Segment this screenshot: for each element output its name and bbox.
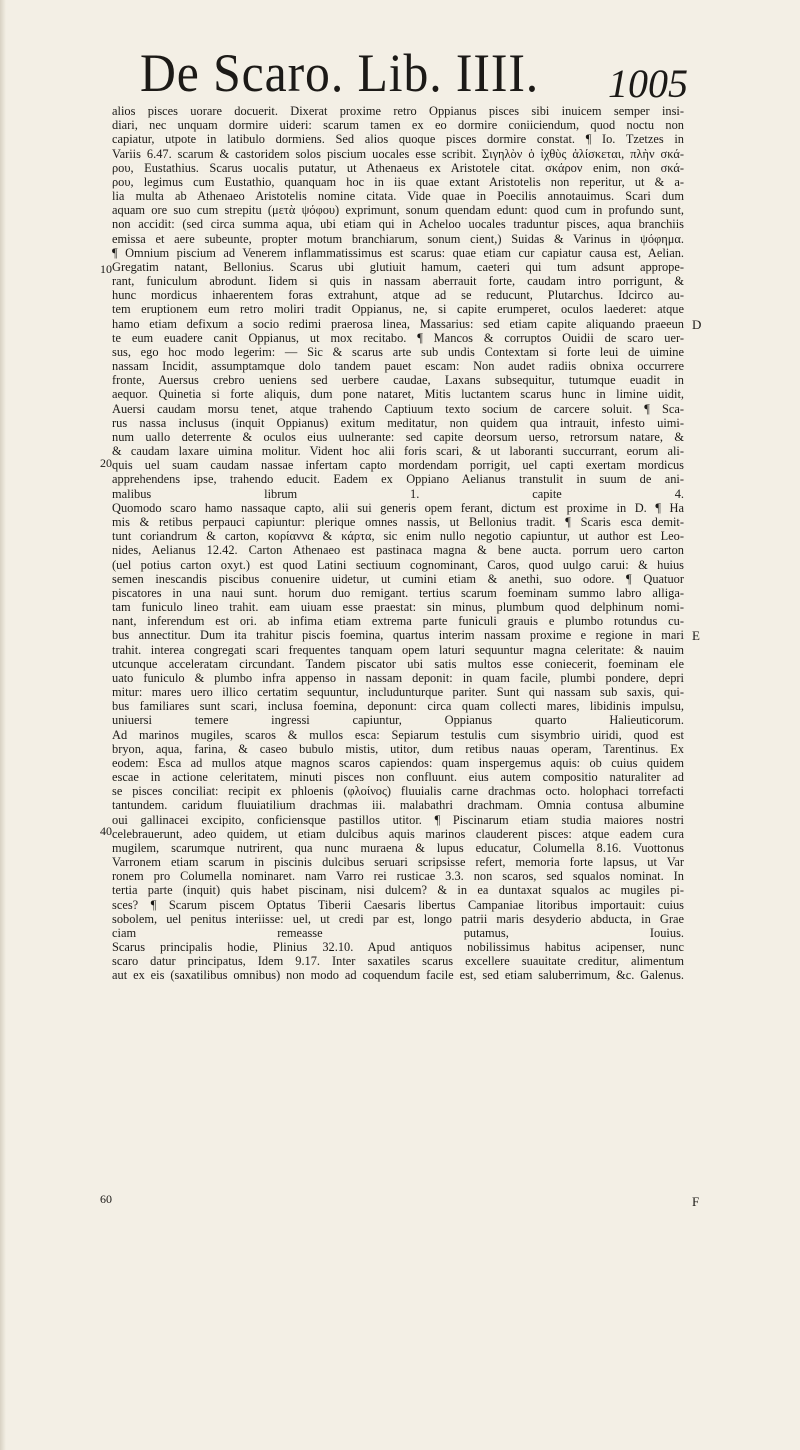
text-line: capiatur, utpote in latibulo dormiens. Sed alios quoque pisces dormire constat. ¶ Io. Tzetzes in: [112, 132, 684, 147]
section-marker-f: F: [692, 1194, 700, 1209]
text-line: sus, ego hoc modo legerim: — Sic & scarus arte sub undis Contextam si forte leui de uimine: [112, 344, 684, 359]
text-line: utcunque acceleratam circundant. Tandem piscator ubi satis multos esse coniecerit, foeminam ele: [112, 656, 684, 671]
text-line: ronem pro Columella nominaret. nam Varro rei rusticae 3.3. non scaros, sed squalos nominat. In: [112, 869, 684, 884]
text-line: malibus librum 1. capite 4.: [112, 486, 684, 501]
text-line: rant, funiculum abrodunt. Iidem si quis in nassam aberrauit forte, caudam intro porrigunt, &: [112, 274, 684, 289]
text-line: mugilem, scarumque nutrirent, qua nunc muraena & lupus educatur, Columella 8.16. Vuottonus: [112, 840, 684, 855]
text-line: te eum euadere canit Oppianus, ut mox recitabo. ¶ Mancos & corruptos Ouidii de scaro uer-: [112, 330, 684, 345]
text-line: Gregatim natant, Bellonius. Scarus ubi glutiuit hamum, caeteri qui tum adsunt apprope-: [112, 259, 684, 274]
text-line: aequor. Quinetia si forte aliquis, dum pone nataret, Mitis luctantem scarus hunc in limine uidit,: [112, 387, 684, 402]
text-line: Variis 6.47. scarum & castoridem solos piscium uocales esse scribit. Σιγηλὸν ὁ ἰχθὺς ἀλίσκεται, πλὴν σκά-: [112, 146, 684, 161]
text-line: scaro datur principatus, Idem 9.17. Inter saxatiles scarus excellere suauitate creditur, alimentum: [112, 954, 684, 969]
text-line: alios pisces uorare docuerit. Dixerat proxime retro Oppianus pisces sibi inuicem semper insi-: [112, 104, 684, 118]
text-line: ciam remeasse putamus, Iouius.: [112, 925, 684, 940]
text-line: quis uel suam caudam nassae infertam capto mordendam porrigit, uel capti exertam mordicus: [112, 458, 684, 473]
text-line: celebrauerunt, adeo quidem, ut etiam dulcibus aquis marinos clauderent pisces: atque eadem cura: [112, 826, 684, 841]
text-line: emissa et aere subeunte, propter motum branchiarum, sonum cient,) Suidas & Varinus in ψόφημα.: [112, 231, 684, 246]
section-marker-d: D: [692, 317, 702, 332]
text-line: uato funiculo & plumbo infra appenso in nassam deponit: in quam facile, plumbi pondere, depri: [112, 670, 684, 685]
margin-line-number-20: 20: [100, 456, 112, 470]
text-line: uniuersi temere ingressi capiuntur, Oppianus quarto Halieuticorum.: [112, 713, 684, 728]
text-line: lia multa ab Athenaeo Aristotelis nomine citata. Vide quae in Poecilis annotauimus. Scari dum: [112, 189, 684, 204]
text-line: num uallo deterrente & oculos eius uulnerante: sed capite deorsum uerso, retrorsum natare, &: [112, 429, 684, 444]
text-line: non accidit: (sed circa summa aqua, ubi etiam qui in Acheloo uocales traduntur pisces, aqua branchiis: [112, 217, 684, 232]
page-number: 1005: [608, 61, 688, 106]
text-line: nides, Aelianus 12.42. Carton Athenaeo est pastinaca magna & bene aucta. porrum uero carton: [112, 543, 684, 558]
text-line: mitur: mares uero illico certatim sequuntur, includunturque pariter. Sunt qui nassam sub saxis, qui-: [112, 685, 684, 700]
text-line: tertia parte (inquit) quis habet piscinam, nisi dulcem? & in ea duntaxat squalos ac mugiles pi-: [112, 883, 684, 898]
text-line: sces? ¶ Scarum piscem Optatus Tiberii Caesaris libertus Campaniae litoribus importauit: cuius: [112, 897, 684, 912]
text-line: (uel potius carton oxyt.) est quod Latini sectiuum cognominant, Caros, quod uulgo carui: & huius: [112, 557, 684, 572]
text-line: bus familiares sunt scari, inclusa foemina, deponunt: circa quam collecti mares, libidinis impulsu,: [112, 699, 684, 714]
text-line: Auersi caudam morsu tenet, atque trahendo Captiuum texto socium de carcere soluit. ¶ Sca-: [112, 401, 684, 416]
text-line: Quomodo scaro hamo nassaque capto, alii sui generis opem ferant, dictum est proxime in D. ¶ Ha: [112, 500, 684, 515]
text-line: se pisces conciliat: recipit ex phloenis (φλοίνος) fluuialis carne drachmas octo. holophaci torrefacti: [112, 784, 684, 799]
section-marker-e: E: [692, 628, 700, 643]
text-line: aquam ore suo cum strepitu (μετὰ ψόφου) exprimunt, sonum quendam edunt: quod cum in profundo sunt,: [112, 203, 684, 218]
text-line: trahit. interea congregati scari frequentes tanquam opem laturi sequuntur magna celeritate: & nauim: [112, 642, 684, 657]
text-line: Varronem etiam scarum in piscinis dulcibus seruari scripsisse refert, memoria forte lapsus, ut Var: [112, 855, 684, 870]
text-line: sobolem, uel penitus interiisse: uel, ut credi par est, longo patrii maris desyderio abducta, in Grae: [112, 911, 684, 926]
text-line: piscatores in una naui sunt. horum duo remigant. tertius scarum foeminam summo labro alliga-: [112, 585, 684, 600]
text-line: bus annectitur. Dum ita trahitur piscis foemina, quartus interim nassam proxime e regione in mari: [112, 628, 684, 643]
text-line: fronte, Auersus crebro ueniens sed uerbere caudae, Laxans subsequitur, tutumque euadit in: [112, 373, 684, 388]
running-title: De Scaro. Lib. IIII.: [140, 43, 540, 103]
margin-line-number-60: 60: [100, 1192, 112, 1206]
text-line: oui gallinacei excipito, conficiensque pastillos utitor. ¶ Piscinarum etiam studia maiores nostri: [112, 812, 684, 827]
text-line: semen inescandis piscibus conuenire uidetur, ut cumini etiam & anethi, suo odore. ¶ Quatuor: [112, 571, 684, 586]
text-line: ρου, Eustathius. Scarus uocalis putatur, ut Athenaeus ex Aristotele citat. σκάρον enim, non σκά-: [112, 160, 684, 175]
text-line: eodem: Esca ad mullos atque magnos scaros capiendos: quam inspergemus aquis: ob cuius quidem: [112, 755, 684, 770]
text-line: nant, inferendum est ori. ab infima etiam extrema parte funiculi grauis e plumbo rotundus cu-: [112, 614, 684, 629]
body-text-block: [112, 104, 684, 983]
margin-line-number-10: 10: [100, 262, 112, 276]
text-line: bryon, aqua, farina, & caseo bubulo mistis, utitor, dum retibus nauas operam, Tarentinus. Ex: [112, 741, 684, 756]
text-line: Ad marinos mugiles, scaros & mullos esca: Sepiarum testulis cum sisymbrio uiridi, quod est: [112, 727, 684, 742]
text-line: aut ex eis (saxatilibus omnibus) non modo ad coquendum facile est, sed etiam saluberrimum, &c. Galenus.: [112, 968, 684, 983]
text-line: tam funiculo lineo trahit. eam uiuam esse praestat: sin minus, plumbum quod delphinum nomi-: [112, 600, 684, 615]
text-line: mis & retibus perpauci capiuntur: plerique omnes nassis, ut Bellonius tradit. ¶ Scaris esca demit-: [112, 514, 684, 529]
text-line: ρου, legimus cum Eustathio, quanquam hoc in iis quae extant Aristotelis non reperitur, ut & a-: [112, 174, 684, 189]
text-line: nassam Incidit, assumptamque dolo tandem pauet escam: Non audet radiis obnixa occurrere: [112, 359, 684, 374]
text-line: ¶ Omnium piscium ad Venerem inflammatissimus est scarus: quae etiam cur capiatur causa est, Aelian.: [112, 245, 684, 260]
text-line: tunt coriandrum & carton, κορίαννα & κάρτα, sic enim nullo negotio capiuntur, ut author est Leo-: [112, 529, 684, 544]
text-line: apprehendens ipse, trahendo educit. Eadem ex Oppiano Aelianus transtulit in suum de ani-: [112, 472, 684, 487]
text-line: & caudam laxare uimina molitur. Vident hoc alii foris scari, & ut laboranti succurrant, eorum ali-: [112, 444, 684, 459]
text-line: rus nassa inclusus (inquit Oppianus) exitum meditatur, non quidem qua intrauit, infesto uimi-: [112, 415, 684, 430]
text-line: Scarus principalis hodie, Plinius 32.10. Apud antiquos nobilissimus habitus acipenser, nunc: [112, 940, 684, 955]
text-line: tantundem. caridum fluuiatilium drachmas iii. malabathri drachmam. Omnia contusa albumine: [112, 798, 684, 813]
text-line: hunc mordicus inhaerentem foras extrahunt, atque ad se reducunt, Plutarchus. Idcirco au-: [112, 288, 684, 303]
page-gutter-shadow: [0, 0, 6, 1450]
text-line: tem eruptionem eum retro moliri tradit Oppianus, ne, si capite erumperet, oculos laederet: atque: [112, 302, 684, 317]
text-line: escae in actione celeritatem, minuti pisces non confluunt. eius autem compositio naturaliter ad: [112, 770, 684, 785]
margin-line-number-40: 40: [100, 824, 112, 838]
text-line: hamo etiam defixum a socio redimi praerosa linea, Massarius: sed etiam capite aliquando praeeun: [112, 316, 684, 331]
text-line: diari, nec unquam dormire uideri: scarum tamen ex eo dormire coniiciendum, quod noctu non: [112, 118, 684, 133]
